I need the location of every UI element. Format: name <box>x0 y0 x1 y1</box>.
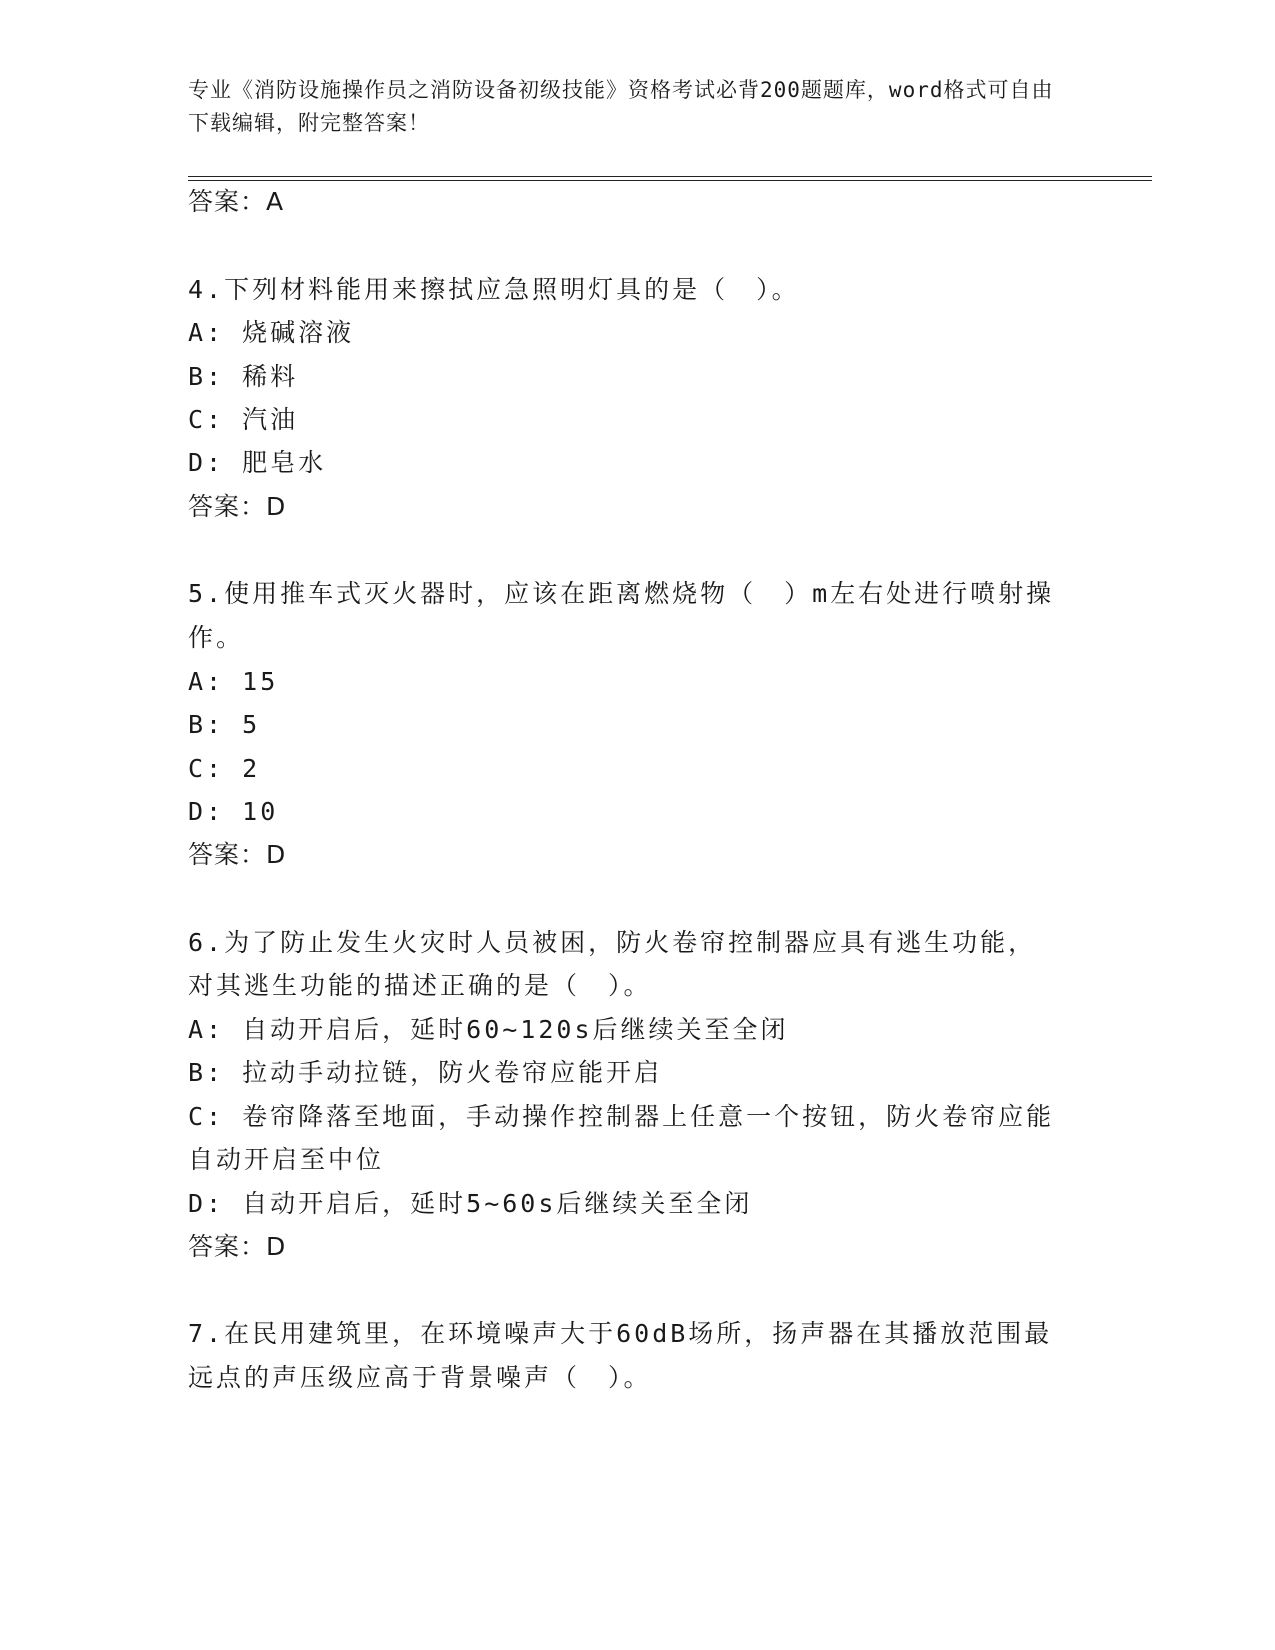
question-6-stem-line1: 6.为了防止发生火灾时人员被困，防火卷帘控制器应具有逃生功能， <box>188 928 1037 957</box>
question-5-option-a: A: 15 <box>188 667 279 696</box>
answer-q6: 答案：D <box>188 1232 287 1261</box>
question-4-stem: 4.下列材料能用来擦拭应急照明灯具的是（ ）。 <box>188 275 800 304</box>
question-5-option-c: C: 2 <box>188 754 261 783</box>
document-header: 专业《消防设施操作员之消防设备初级技能》资格考试必背200题题库，word格式可自由下载编辑，附完整答案！ <box>188 78 1054 135</box>
question-6-option-c: C: 卷帘降落至地面，手动操作控制器上任意一个按钮，防火卷帘应能 <box>188 1102 1055 1131</box>
header-divider <box>188 176 1152 181</box>
question-6-option-d: D: 自动开启后，延时5~60s后继续关至全闭 <box>188 1189 753 1218</box>
question-5-stem-line1: 5.使用推车式灭火器时，应该在距离燃烧物（ ）m左右处进行喷射操 <box>188 579 1055 608</box>
question-5-option-b: B: 5 <box>188 710 261 739</box>
question-6-stem-line2: 对其逃生功能的描述正确的是（ ）。 <box>188 971 652 1000</box>
question-4-option-c: C: 汽油 <box>188 405 299 434</box>
question-6-option-a: A: 自动开启后，延时60~120s后继续关至全闭 <box>188 1015 789 1044</box>
answer-q4: 答案：D <box>188 492 287 521</box>
question-6-option-c-cont: 自动开启至中位 <box>188 1145 385 1174</box>
answer-q5: 答案：D <box>188 840 287 869</box>
question-4-option-b: B: 稀料 <box>188 362 299 391</box>
question-5-stem-line2: 作。 <box>188 623 245 652</box>
answer-q3: 答案：A <box>188 187 285 216</box>
question-7-stem-line1: 7.在民用建筑里，在环境噪声大于60dB场所，扬声器在其播放范围最 <box>188 1319 1053 1348</box>
question-6-option-b: B: 拉动手动拉链，防火卷帘应能开启 <box>188 1058 663 1087</box>
question-4-option-d: D: 肥皂水 <box>188 448 327 477</box>
question-4-option-a: A: 烧碱溶液 <box>188 318 355 347</box>
question-5-option-d: D: 10 <box>188 797 279 826</box>
question-7-stem-line2: 远点的声压级应高于背景噪声（ ）。 <box>188 1363 652 1392</box>
